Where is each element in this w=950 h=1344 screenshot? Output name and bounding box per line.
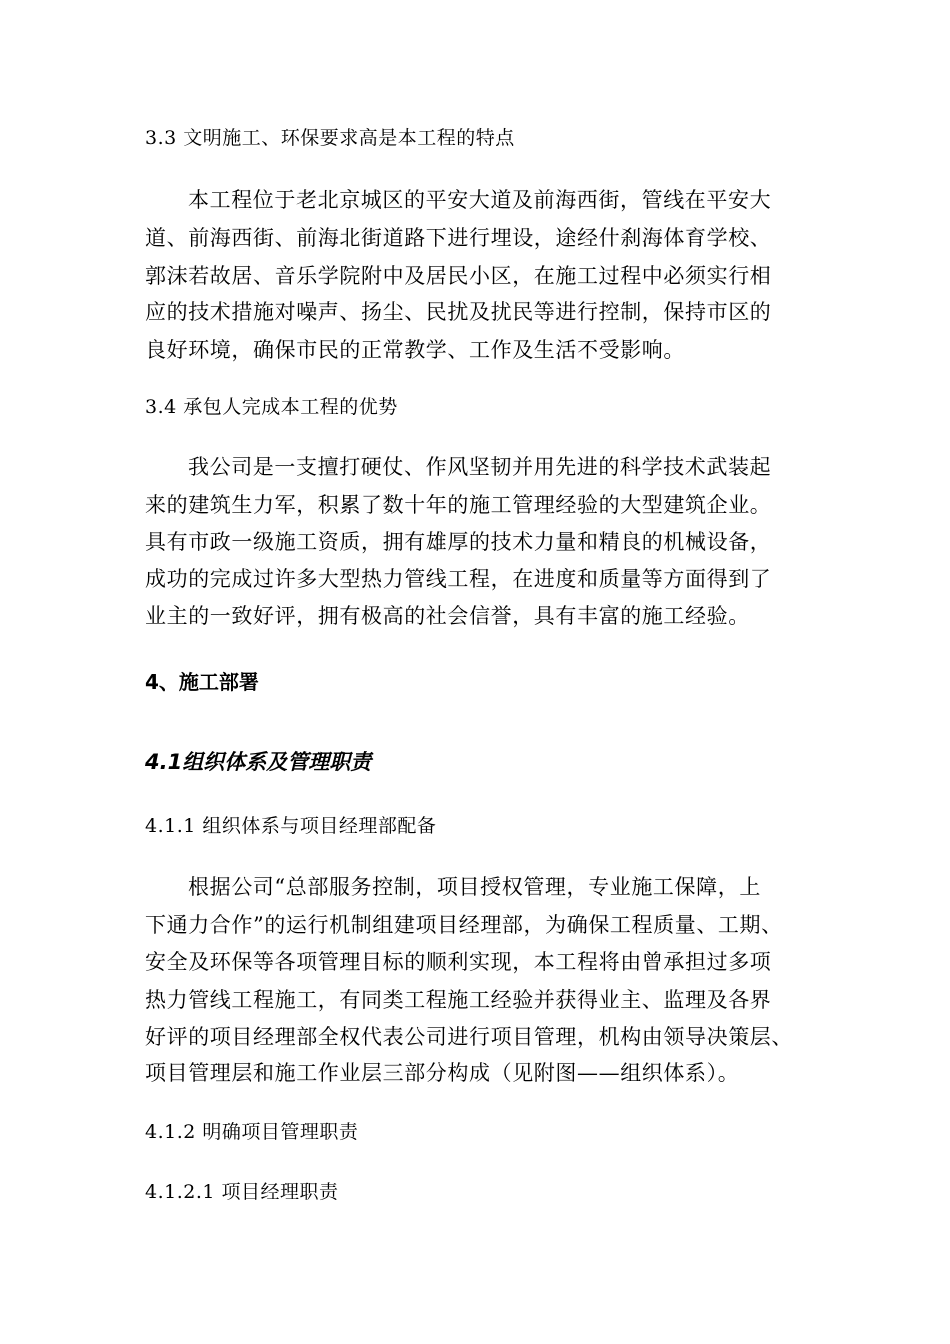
paragraph-line: 热力管线工程施工，有同类工程施工经验并获得业主、监理及各界 (145, 988, 772, 1012)
paragraph-line: 来的建筑生力军，积累了数十年的施工管理经验的大型建筑企业。 (145, 493, 772, 517)
paragraph-line: 下通力合作”的运行机制组建项目经理部，为确保工程质量、工期、 (145, 913, 783, 937)
paragraph-line: 良好环境，确保市民的正常教学、工作及生活不受影响。 (145, 338, 685, 362)
paragraph-line: 郭沫若故居、音乐学院附中及居民小区，在施工过程中必须实行相 (145, 264, 772, 288)
section-4-1-2-heading: 4.1.2 明确项目管理职责 (145, 1121, 359, 1143)
paragraph-line: 我公司是一支擅打硬仗、作风坚韧并用先进的科学技术武装起 (188, 455, 772, 479)
paragraph-line: 项目管理层和施工作业层三部分构成（见附图——组织体系）。 (145, 1061, 740, 1085)
paragraph-line: 根据公司“总部服务控制，项目授权管理，专业施工保障，上 (188, 875, 761, 899)
section-4-1-1-heading: 4.1.1 组织体系与项目经理部配备 (145, 815, 437, 837)
section-3-4-heading: 3.4 承包人完成本工程的优势 (145, 396, 398, 418)
paragraph-line: 具有市政一级施工资质，拥有雄厚的技术力量和精良的机械设备， (145, 530, 772, 554)
paragraph-line: 业主的一致好评，拥有极高的社会信誉，具有丰富的施工经验。 (145, 604, 750, 628)
paragraph-line: 道、前海西街、前海北街道路下进行埋设，途经什刹海体育学校、 (145, 226, 772, 250)
section-4-1-2-1-heading: 4.1.2.1 项目经理职责 (145, 1181, 339, 1203)
paragraph-line: 好评的项目经理部全权代表公司进行项目管理，机构由领导决策层、 (145, 1025, 793, 1049)
paragraph-line: 应的技术措施对噪声、扬尘、民扰及扰民等进行控制，保持市区的 (145, 300, 772, 324)
section-3-3-heading: 3.3 文明施工、环保要求高是本工程的特点 (145, 127, 515, 149)
paragraph-line: 成功的完成过许多大型热力管线工程，在进度和质量等方面得到了 (145, 567, 772, 591)
paragraph-line: 本工程位于老北京城区的平安大道及前海西街，管线在平安大 (188, 188, 772, 212)
section-4-heading: 4、施工部署 (145, 670, 259, 694)
paragraph-line: 安全及环保等各项管理目标的顺利实现，本工程将由曾承担过多项 (145, 950, 772, 974)
section-4-1-heading: 4.1组织体系及管理职责 (145, 750, 372, 774)
